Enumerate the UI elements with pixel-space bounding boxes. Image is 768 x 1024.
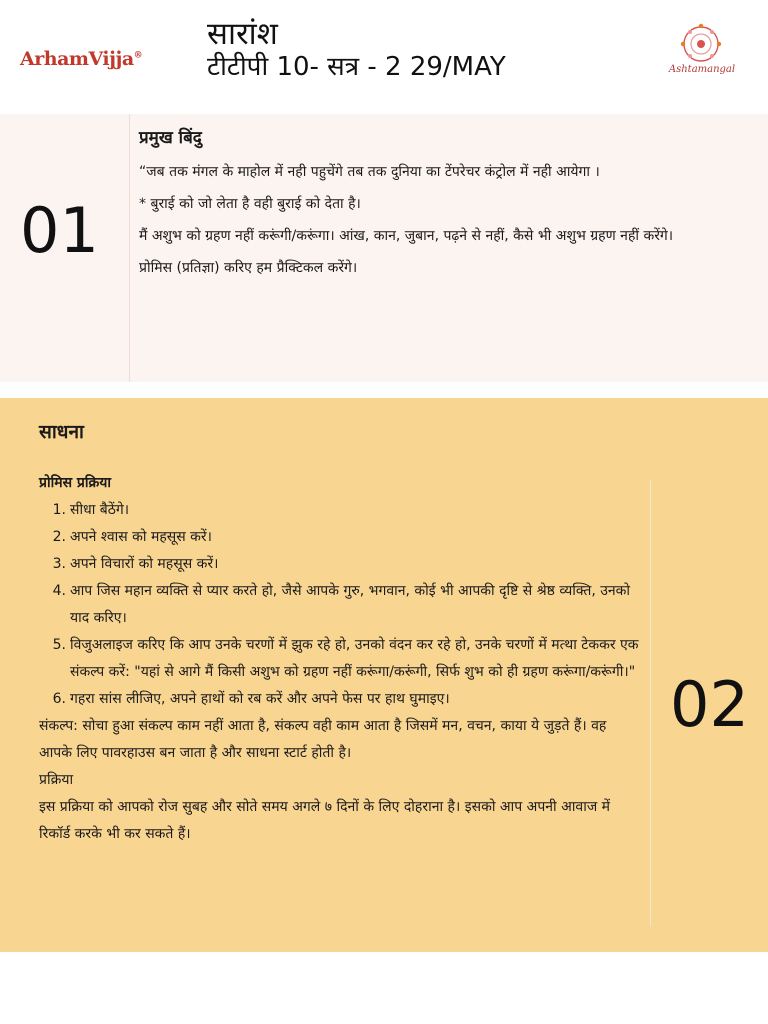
list-item (39, 686, 639, 713)
section2-body (39, 470, 639, 848)
step-text: अपने श्वास को महसूस करें। (70, 529, 212, 545)
section-key-points (0, 114, 768, 382)
section2-divider (650, 480, 651, 926)
sankalp-paragraph: संकल्प: सोचा हुआ संकल्प काम नहीं आता है, संकल्प वही काम आता है जिसमें मन, वचन, काया ये जुड़ते हैं। वह आपके लिए पावरहाउस बन जाता है और साधना स्टार्ट होती है। (39, 718, 607, 761)
step-text: गहरा सांस लीजिए, अपने हाथों को रब करें और अपने फेस पर हाथ घुमाइए। (70, 691, 450, 707)
step-text: विजुअलाइज करिए कि आप उनके चरणों में झुक रहे हो, उनको वंदन कर रहे हो, उनके चरणों में मत्था टेककर एक संकल्प करें: "यहां से आगे मैं किसी अशुभ को ग्रहण नहीं करूंगा/करूंगी, सिर्फ शुभ को ही ग्रहण करूंगा/करूंगी।" (70, 637, 639, 680)
step-number: 2. (52, 529, 66, 545)
key-point-paragraph: “जब तक मंगल के माहोल में नही पहुचेंगे तब तक दुनिया का टेंपरेचर कंट्रोल में नही आयेगा । (139, 164, 600, 180)
page-subtitle: टीटीपी 10- सत्र - 2 29/MAY (207, 52, 506, 82)
list-item (39, 551, 639, 578)
ashtamangal-logo-text: Ashtamangal (668, 64, 736, 75)
list-item (39, 632, 639, 686)
list-item (39, 578, 639, 632)
section2-number: 02 (670, 668, 749, 741)
step-number: 5. (52, 637, 66, 653)
logo-registered-mark: ® (133, 50, 143, 61)
section-sadhana (0, 398, 768, 952)
promise-process-heading: प्रोमिस प्रक्रिया (39, 475, 112, 491)
ashtamangal-emblem-icon (664, 20, 738, 90)
section1-body (139, 124, 754, 284)
step-number: 3. (52, 556, 66, 572)
step-text: अपने विचारों को महसूस करें। (70, 556, 219, 572)
key-point-paragraph: मैं अशुभ को ग्रहण नहीं करूंगी/करूंगा। आंख, कान, जुबान, पढ़ने से नहीं, कैसे भी अशुभ ग्रहण नहीं करेंगे। (139, 228, 674, 244)
step-number: 6. (52, 691, 66, 707)
logo-left-text: ArhamVijja (20, 48, 134, 70)
key-point-paragraph: * बुराई को जो लेता है वही बुराई को देता है। (139, 196, 361, 212)
section1-number: 01 (20, 194, 99, 267)
section1-number-panel (0, 114, 130, 382)
prakriya-label: प्रक्रिया (39, 772, 74, 788)
arhamvijja-logo (20, 48, 142, 70)
step-text: आप जिस महान व्यक्ति से प्यार करते हो, जैसे आपके गुरु, भगवान, कोई भी आपकी दृष्टि से श्रेष्ठ व्यक्ति, उनको याद करिए। (70, 583, 631, 626)
list-item (39, 524, 639, 551)
page-title: सारांश (207, 16, 278, 52)
list-item (39, 497, 639, 524)
section2-heading: साधना (39, 421, 84, 443)
section1-heading: प्रमुख बिंदु (139, 128, 202, 148)
key-point-paragraph: प्रोमिस (प्रतिज्ञा) करिए हम प्रैक्टिकल करेंगे। (139, 260, 358, 276)
step-number: 4. (52, 583, 66, 599)
page-header (0, 0, 768, 114)
prakriya-paragraph: इस प्रक्रिया को आपको रोज सुबह और सोते समय अगले ७ दिनों के लिए दोहराना है। इसको आप अपनी आवाज में रिकॉर्ड करके भी कर सकते हैं। (39, 799, 611, 842)
step-number: 1. (52, 502, 66, 518)
promise-steps-list (39, 497, 639, 713)
step-text: सीधा बैठेंगे। (70, 502, 130, 518)
